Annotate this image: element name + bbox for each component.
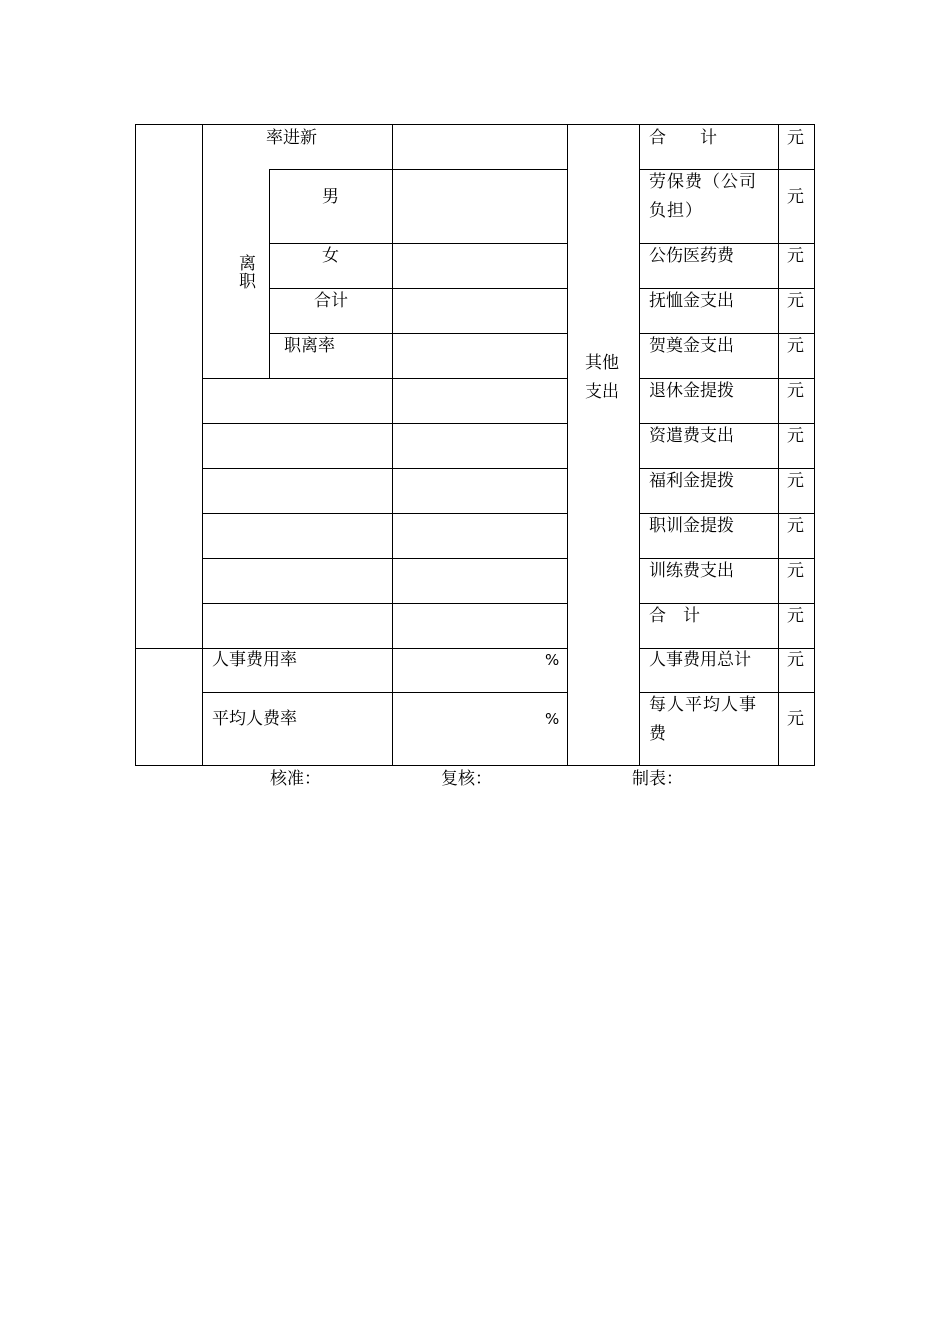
male-label: 男 <box>322 187 339 207</box>
personnel-cost-rate-label: 人事费用率 <box>212 650 297 670</box>
unit-yuan: 元 <box>787 516 804 536</box>
unit-yuan: 元 <box>787 650 804 670</box>
expense-item-training-expense: 训练费支出 <box>649 561 734 581</box>
expense-item-welfare-fund: 福利金提拨 <box>649 471 734 491</box>
unit-yuan: 元 <box>787 561 804 581</box>
expense-item-congrats-condolence: 贺奠金支出 <box>649 336 734 356</box>
resign-rate-label: 职离率 <box>284 336 335 356</box>
subtotal-label: 合计 <box>314 291 348 311</box>
female-label: 女 <box>322 246 339 266</box>
avg-cost-rate-unit: % <box>545 710 560 728</box>
unit-yuan: 元 <box>787 246 804 266</box>
expense-item-pension-relief: 抚恤金支出 <box>649 291 734 311</box>
expense-item-avg-per-person: 每人平均人事费 <box>649 695 757 744</box>
expense-item-retirement-fund: 退休金提拨 <box>649 381 734 401</box>
avg-cost-rate-label: 平均人费率 <box>212 709 297 729</box>
unit-yuan: 元 <box>787 336 804 356</box>
expense-item-injury-medical: 公伤医药费 <box>649 246 734 266</box>
expense-item-personnel-total: 人事费用总计 <box>649 650 751 670</box>
personnel-cost-rate-unit: % <box>545 651 560 669</box>
expense-item-training-fund: 职训金提拨 <box>649 516 734 536</box>
unit-yuan: 元 <box>787 128 804 148</box>
unit-yuan: 元 <box>787 426 804 446</box>
new-hire-rate-label: 率进新 <box>266 128 317 148</box>
review-label: 复核： <box>441 769 492 789</box>
unit-yuan: 元 <box>787 381 804 401</box>
approve-label: 核准： <box>270 769 321 789</box>
unit-yuan: 元 <box>787 471 804 491</box>
expense-item-labor-insurance: 劳保费（公司负担） <box>649 172 757 221</box>
expense-item-total: 合 计 <box>649 128 717 148</box>
resign-label: 离职 <box>235 254 255 290</box>
unit-yuan: 元 <box>787 187 804 207</box>
prepare-label: 制表： <box>632 769 683 789</box>
unit-yuan: 元 <box>787 709 804 729</box>
unit-yuan: 元 <box>787 291 804 311</box>
unit-yuan: 元 <box>787 606 804 626</box>
expense-item-severance: 资遣费支出 <box>649 426 734 446</box>
other-expenses-group-label: 其他支出 <box>585 353 619 402</box>
expense-item-subtotal: 合 计 <box>649 606 700 626</box>
